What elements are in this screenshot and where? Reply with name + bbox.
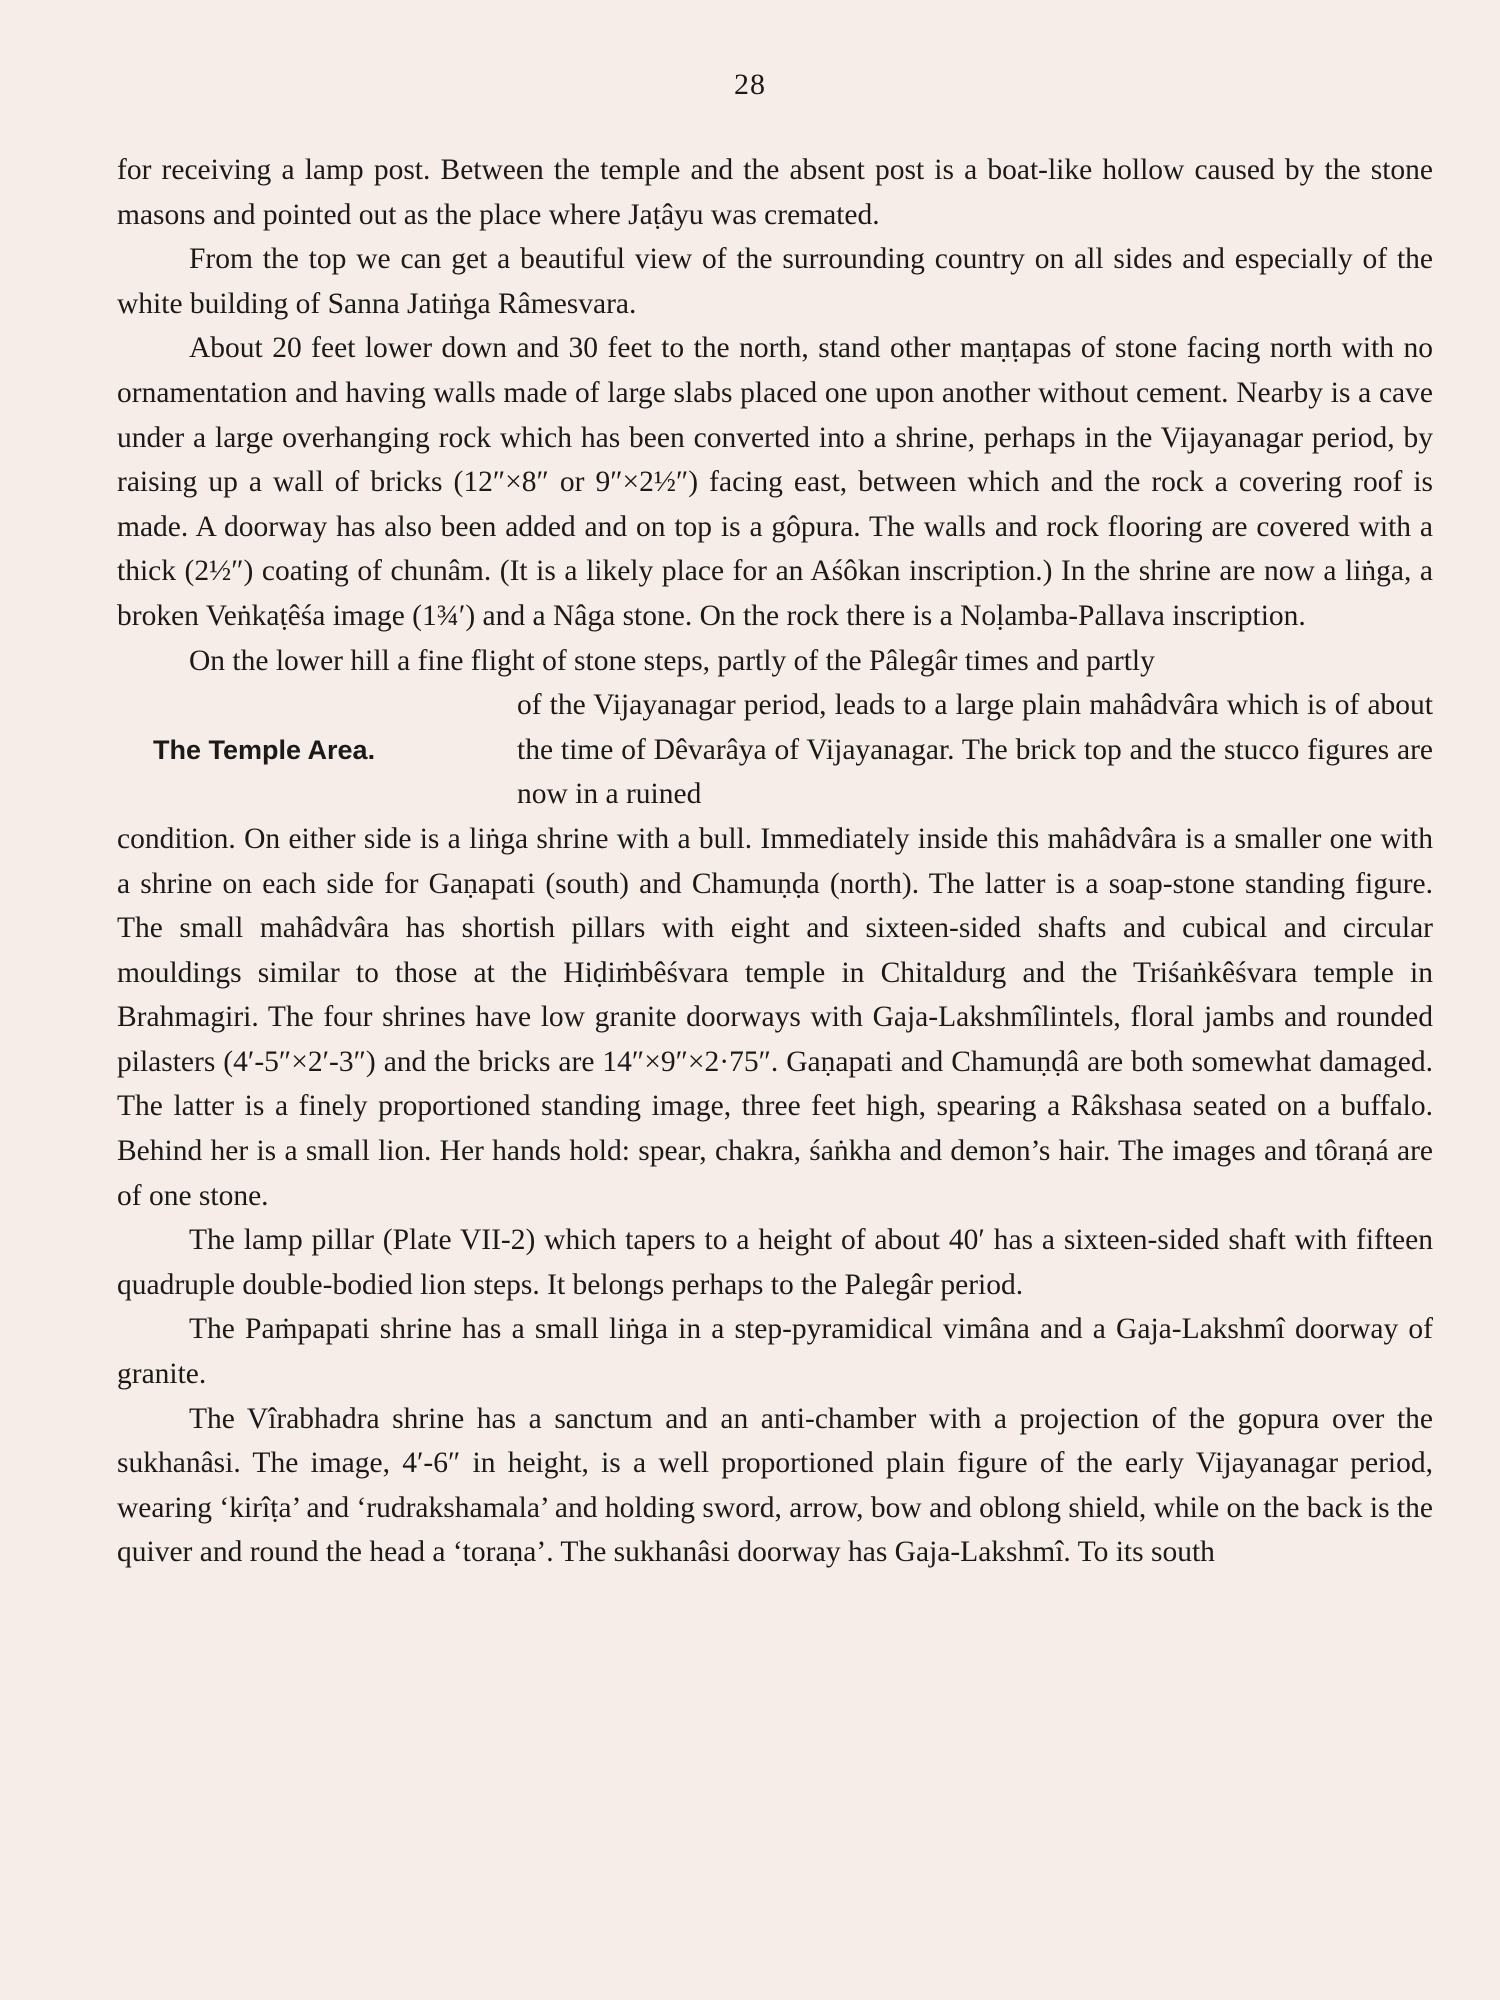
side-heading: The Temple Area. — [153, 734, 376, 765]
paragraph-7: The Vîrabhadra shrine has a sanctum and an anti-chamber with a projection of the gopura over the sukhanâsi. The image, 4′-6″ in height, is a well proportioned plain figure of the early Vijayanagar period, wearing ‘kirîṭa’ and ‘rudrakshamala’ and holding sword, arrow, bow and oblong shield, while on the back is the quiver and round the head a ‘toraṇa’. The sukhanâsi doorway has Gaja-Lakshmî. To its south — [117, 1402, 1433, 1569]
paragraph-2: From the top we can get a beautiful view of the surrounding country on all sides and especially of the white building of Sanna Jatiṅga Râmesvara. — [117, 243, 1433, 320]
paragraph-5: The lamp pillar (Plate VII-2) which tapers to a height of about 40′ has a sixteen-sided shaft with fifteen quadruple double-bodied lion steps. It belongs perhaps to the Palegâr period. — [117, 1224, 1433, 1301]
paragraph-4-side: of the Vijayanagar period, leads to a large plain mahâdvâra which is of about the time of Dêvarâya of Vijayanagar. The brick top and the stucco figures are now in a ruined — [517, 689, 1433, 811]
page-number: 28 — [734, 68, 766, 101]
body-text — [117, 148, 1433, 1575]
paragraph-6: The Paṁpapati shrine has a small liṅga in a step-pyramidical vimâna and a Gaja-Lakshmî doorway of granite. — [117, 1313, 1433, 1391]
paragraph-1: for receiving a lamp post. Between the temple and the absent post is a boat-like hollow caused by the stone masons and pointed out as the place where Jaṭâyu was cremated. — [117, 154, 1433, 231]
paragraph-4-rest: condition. On either side is a liṅga shrine with a bull. Immediately inside this mahâdvâra is a smaller one with a shrine on each side for Gaṇapati (south) and Chamuṇḍa (north). The latter is a soap-stone standing figure. The small mahâdvâra has shortish pillars with eight and sixteen-sided shafts and cubical and circular mouldings similar to those at the Hiḍiṁbêśvara temple in Chitaldurg and the Triśaṅkêśvara temple in Brahmagiri. The four shrines have low granite doorways with Gaja-Lakshmîlintels, floral jambs and rounded pilasters (4′-5″×2′-3″) and the bricks are 14″×9″×2·75″. Gaṇapati and Chamuṇḍâ are both somewhat damaged. The latter is a finely proportioned standing image, three feet high, spearing a Râkshasa seated on a buffalo. Behind her is a small lion. Her hands hold: spear, chakra, śaṅkha and demon’s hair. The images and tôraṇá are of one stone. — [117, 822, 1433, 1212]
paragraph-3: About 20 feet lower down and 30 feet to the north, stand other maṇṭapas of stone facing north with no ornamentation and having walls made of large slabs placed one upon another without cement. Nearby is a cave under a large overhanging rock which has been converted into a shrine, perhaps in the Vijayanagar period, by raising up a wall of bricks (12″×8″ or 9″×2½″) facing east, between which and the rock a covering roof is made. A doorway has also been added and on top is a gôpura. The walls and rock flooring are covered with a thick (2½″) coating of chunâm. (It is a likely place for an Aśôkan inscription.) In the shrine are now a liṅga, a broken Veṅkaṭêśa image (1¾′) and a Nâga stone. On the rock there is a Noḷamba-Pallava inscription. — [117, 332, 1433, 632]
paragraph-4-intro: On the lower hill a fine flight of stone steps, partly of the Pâlegâr times and partly — [189, 644, 1155, 677]
side-heading-block — [117, 683, 1433, 817]
